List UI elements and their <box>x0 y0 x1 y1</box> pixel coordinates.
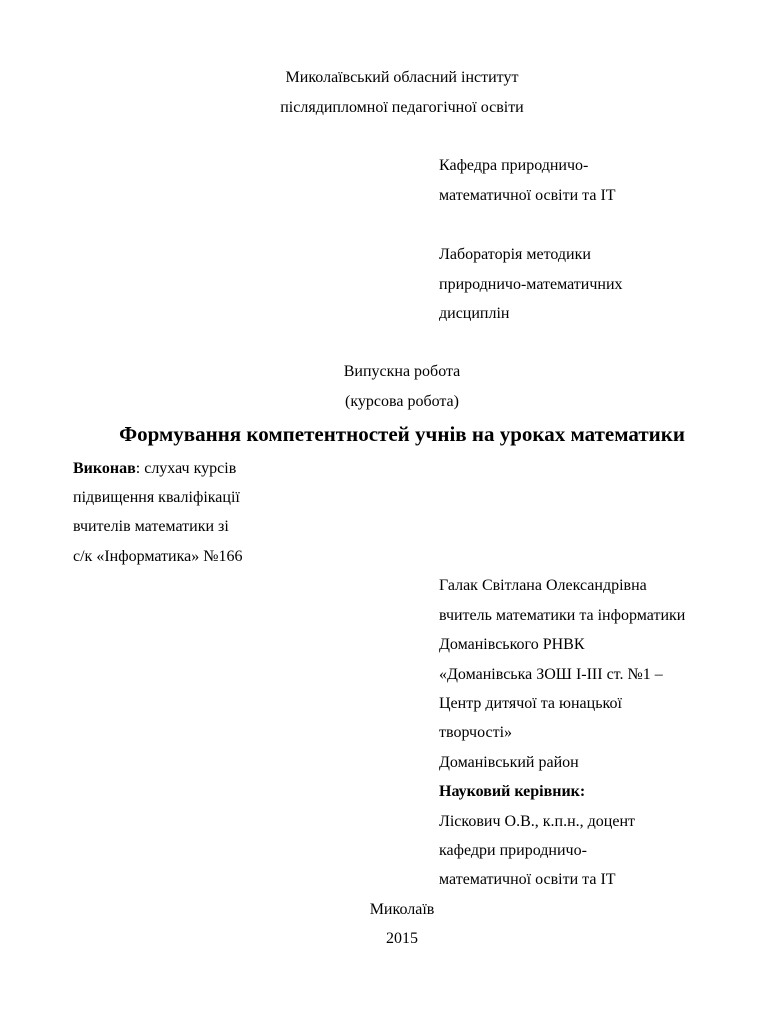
department-line-2: математичної освіти та ІТ <box>439 187 616 204</box>
author-position: вчитель математики та інформатики <box>439 607 686 624</box>
laboratory-line-3: дисциплін <box>439 305 510 322</box>
institute-line-2: післядипломної педагогічної освіти <box>280 99 524 116</box>
department-line-1: Кафедра природничо- <box>439 157 589 174</box>
supervisor-label: Науковий керівник: <box>439 783 586 800</box>
performer-line-2: підвищення кваліфікації <box>73 489 240 506</box>
performer-role: : слухач курсів <box>135 460 237 477</box>
performer-line-3: вчителів математики зі <box>73 518 229 535</box>
author-name: Галак Світлана Олександрівна <box>439 577 647 594</box>
author-org-4: творчості» <box>439 724 513 741</box>
author-district: Доманівський район <box>439 754 579 771</box>
institute-line-1: Миколаївський обласний інститут <box>285 69 519 86</box>
author-org-1: Доманівського РНВК <box>439 636 585 653</box>
work-type-line-1: Випускна робота <box>343 363 461 380</box>
supervisor-line-3: математичної освіти та ІТ <box>439 871 616 888</box>
work-type-line-2: (курсова робота) <box>345 393 459 410</box>
author-org-2: «Доманівська ЗОШ І-ІІІ ст. №1 – <box>439 666 663 683</box>
laboratory-line-1: Лабораторія методики <box>439 246 591 263</box>
performer-line-4: с/к «Інформатика» №166 <box>73 548 243 565</box>
supervisor-line-2: кафедри природничо- <box>439 842 587 859</box>
supervisor-line-1: Ліскович О.В., к.п.н., доцент <box>439 813 636 830</box>
footer-city: Миколаїв <box>369 901 435 918</box>
document-title: Формування компетентностей учнів на уроках математики <box>119 422 685 446</box>
footer-year: 2015 <box>386 930 418 947</box>
performer-line-1 <box>73 459 236 479</box>
laboratory-line-2: природничо-математичних <box>439 276 623 293</box>
author-org-3: Центр дитячої та юнацької <box>439 695 622 712</box>
performer-label: Виконав <box>73 460 136 477</box>
